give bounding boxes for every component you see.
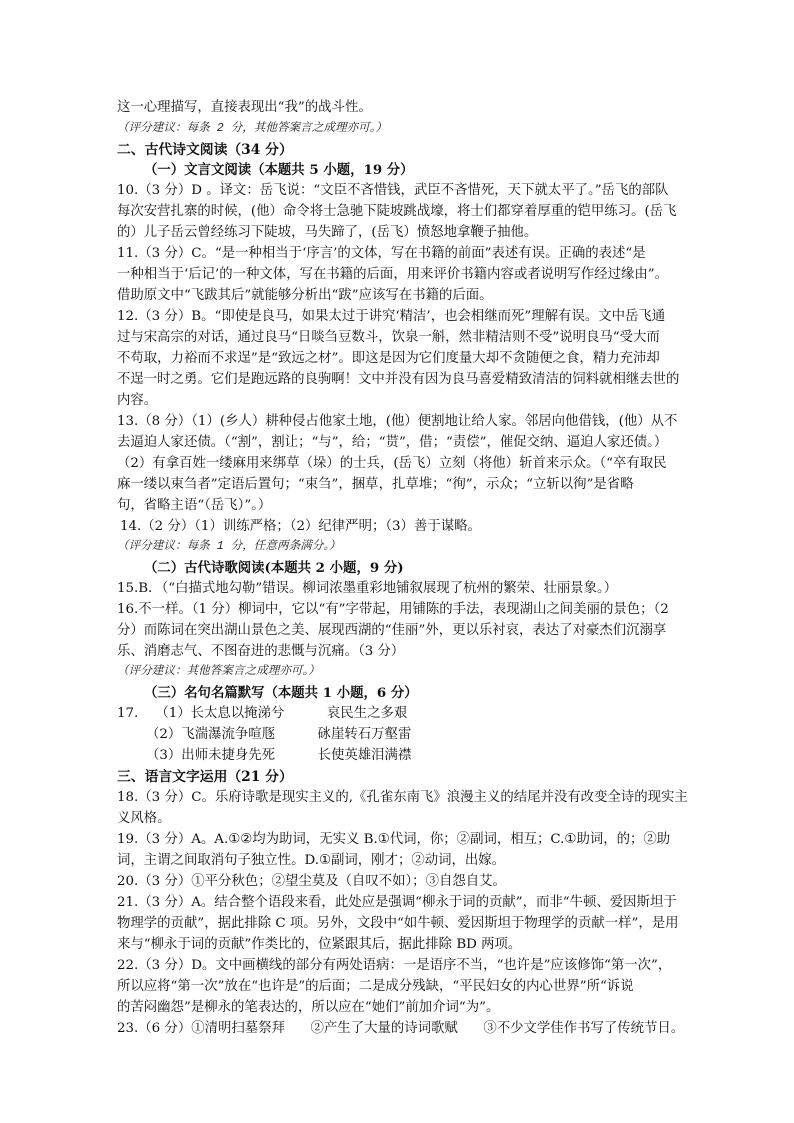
answer-line: 23.（6 分）①清明扫墓祭拜 ②产生了大量的诗词歌赋 ③不少文学佳作书写了传统节日。 [117, 1021, 685, 1036]
answer-line: 的苦闷幽怨”是柳永的笔表达的，所以应在“她们”前加介词“为”。 [117, 1000, 500, 1015]
answer-line: 所以应将“第一次”放在“也许是”的后面；二是成分残缺，“平民妇女的内心世界”所“诉说 [117, 979, 634, 994]
section-heading: 三、语言文字运用（21 分） [117, 769, 293, 785]
answer-line: 的）儿子岳云曾经练习下陡坡，马失蹄了，(岳飞）愤怒地拿鞭子抽他。 [117, 225, 538, 240]
answer-line: （2）有拿百姓一缕麻用来绑草（垛）的士兵，(岳飞）立刻（将他）斩首来示众。（“卒有取民 [117, 456, 667, 471]
answer-line: 借助原文中“飞跋其后”就能够分析出“跋”应该写在书籍的后面。 [117, 288, 493, 303]
answer-line: 来与“柳永于词的贡献”作类比的，位紧跟其后，据此排除 BD 两项。 [117, 937, 522, 952]
answer-line: 15.B．（“白描式地勾勒”错误。柳词浓墨重彩地铺叙展现了杭州的繁荣、壮丽景象。） [117, 581, 618, 596]
recitation-line: （3）出师未捷身先死 长使英雄泪满襟 [146, 748, 412, 763]
answer-line: 12.（3 分）B。“即使是良马，如果太过于讲究‘精洁’，也会相继而死”理解有误。文中岳飞通 [117, 309, 666, 324]
answer-line: 13.（8 分）（1）(乡人）耕种侵占他家土地，(他）便割地让给人家。邻居向他借钱，(他）从不 [117, 414, 678, 429]
answer-line: 每次安营扎寨的时候，(他）命令将士急驰下陡坡跳战壕，将士们都穿着厚重的铠甲练习。(岳飞 [117, 204, 677, 219]
answer-line: 10.（3 分）D 。译文：岳飞说：“文臣不吝惜钱，武臣不吝惜死，天下就太平了。”岳飞的部队 [117, 183, 669, 198]
answer-line: 义风格。 [117, 811, 171, 826]
answer-line: 分）而陈词在突出湖山景色之美、展现西湖的“佳丽”外，更以乐衬哀，表达了对豪杰们沉溺享 [117, 623, 667, 638]
answer-line: 20.（3 分）①平分秋色；②望尘莫及（自叹不如）；③自怨自艾。 [117, 874, 506, 889]
answer-line: 一种相当于‘后记’的一种文体，写在书籍的后面，用来评价书籍内容或者说明写作经过缘由”。 [117, 267, 668, 282]
answer-line: 词，主谓之间取消句子独立性。D.①副词，刚才；②动词，出嫁。 [117, 853, 506, 868]
answer-line: 11.（3 分）C。“是一种相当于‘序言’的文体，写在书籍的前面”表述有误。正确的表述“是 [117, 246, 646, 261]
answer-line: 14.（2 分）（1）训练严格；（2）纪律严明；（3）善于谋略。 [120, 519, 481, 534]
answer-line: 不苟取，力裕而不求逞”是“致远之材”。即这是因为它们度量大却不贪随便之食，精力充沛却 [117, 351, 660, 366]
subsection-heading: （二）古代诗歌阅读(本题共 2 小题，9 分) [144, 560, 404, 576]
answer-line: 麻一缕以束刍者”定语后置句；“束刍”，捆草，扎草堆；“徇”，示众；“立斩以徇”是省略 [117, 477, 634, 492]
answer-line: 16.不一样。（1 分）柳词中，它以“有”字带起，用铺陈的手法，表现湖山之间美丽的景色；（2 [117, 602, 669, 617]
answer-line: 物理学的贡献”，据此排除 C 项。另外，文段中“如牛顿、爱因斯坦于物理学的贡献一样”，是用 [117, 916, 679, 931]
scoring-note: （评分建议：每条 2 分，其他答案言之成理亦可。） [117, 122, 388, 135]
answer-line: 句，省略主语“（岳飞）”。） [117, 498, 272, 513]
scoring-note: （评分建议：其他答案言之成理亦可。） [117, 665, 320, 678]
answer-line: 18.（3 分）C。乐府诗歌是现实主义的,《孔雀东南飞》浪漫主义的结尾并没有改变全诗的现实主 [117, 790, 688, 805]
text-line: 这一心理描写，直接表现出“我”的战斗性。 [117, 100, 372, 115]
scoring-note: （评分建议：每条 1 分，任意两条满分。） [117, 540, 341, 553]
answer-line: 22.（3 分）D。文中画横线的部分有两处语病：一是语序不当，“也许是”应该修饰“第一次”， [117, 958, 672, 973]
answer-line: 内容。 [117, 393, 158, 408]
subsection-heading: （三）名句名篇默写（本题共 1 小题，6 分） [144, 685, 418, 701]
answer-line: 乐、消磨志气、不图奋进的悲慨与沉痛。（3 分） [117, 644, 405, 659]
subsection-heading: （一）文言文阅读（本题共 5 小题，19 分） [144, 162, 414, 178]
recitation-line: 17. （1）长太息以掩涕兮 哀民生之多艰 [117, 706, 408, 721]
answer-line: 过与宋高宗的对话，通过良马“日啖刍豆数斗，饮泉一斛，然非精洁则不受”说明良马“受大而 [117, 330, 660, 345]
answer-line: 21.（3 分）A。结合整个语段来看，此处应是强调“柳永于词的贡献”，而非“牛顿、爱因斯坦于 [117, 895, 677, 910]
answer-line: 去逼迫人家还债。（“割”，割让；“与”，给；“贳”，借；“责偿”，催促交纳、逼迫人家还债。） [117, 435, 668, 450]
recitation-line: （2）飞湍瀑流争喧豗 砯崖转石万壑雷 [146, 727, 412, 742]
answer-line: 19.（3 分）A。A.①②均为助词，无实义 B.①代词，你；②副词，相互；C.①助词，的；②助 [117, 832, 671, 847]
section-heading: 二、古代诗文阅读（34 分） [117, 142, 293, 158]
answer-line: 不逞一时之勇。它们是跑远路的良驹啊！文中并没有因为良马喜爱精致清洁的饲料就相继去世的 [117, 372, 680, 387]
